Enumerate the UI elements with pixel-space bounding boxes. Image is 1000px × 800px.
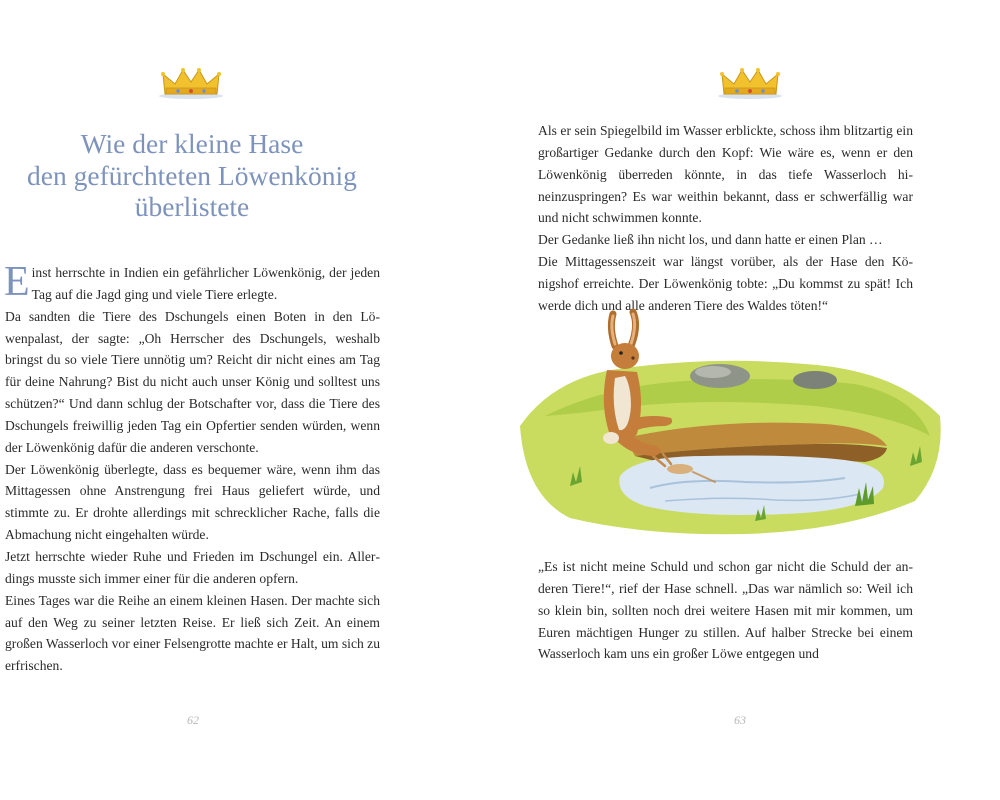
page-number: 63 [734,713,746,727]
crown-icon [717,66,783,100]
drop-cap: E [4,259,30,305]
paragraph: Jetzt herrschte wieder Ruhe und Frieden im Dschungel ein. Allerdings musste sich immer einer für die anderen opfern. [5,548,380,586]
paragraph: Der Gedanke ließ ihn nicht los, und dann hatte er einen Plan … [538,232,883,248]
left-body-text [4,259,381,677]
right-page [500,0,1000,800]
crown-icon [158,66,224,100]
paragraph: „Es ist nicht meine Schuld und schon gar nicht die Schuld der anderen Tiere!“, rief der Hase schnell. „Das war nämlich so: Weil ich so klein bin, sollten noch drei weitere Hasen mit mir kommen, um Euren mächtigen Hunger zu stillen. Auf halber Strecke bei einem Wasserloch kam uns ein großer Löwe entgegen und [538,559,913,662]
paragraph: Als er sein Spiegelbild im Wasser erblickte, schoss ihm blitzartig ein großartiger Gedanke durch den Kopf: Wie wäre es, wenn er den Löwenkönig überreden könnte, in das tiefe Wasserloch hineinzuspringen? Es war weithin bekannt, dass er schwerfällig war und nicht schwimmen konnte. [538,123,913,226]
chapter-title-line-2: den gefürchteten Löwenkönig [27,159,357,191]
chapter-title-line-1: Wie der kleine Hase [80,128,304,159]
page-number: 62 [187,713,199,727]
chapter-title-line-3: überlistete [134,191,250,222]
paragraph: Der Löwenkönig überlegte, dass es bequemer wäre, wenn ihm das Mittagessen ohne Anstrengung frei Haus geliefert würde, und stimmte zu. Er drohte allerdings mit schrecklicher Rache, falls die Abmachung nicht eingehalten würde. [5,461,380,543]
paragraph: Da sandten die Tiere des Dschungels einen Boten in den Löwenpalast, der sagte: „Oh Herrscher des Dschungels, weshalb bringst du so viele Tiere unnötig um? Reicht dir nicht eines am Tag für deine Nahrung? Bist du nicht auch unser König und solltest uns schützen?“ Und dann schlug der Botschafter vor, dass die Tiere des Dschungels freiwillig jeden Tag ein Opfertier senden würden, wenn der Löwenkönig dafür die anderen verschonte. [5,308,380,455]
paragraph-text: inst herrschte in Indien ein gefährlicher Löwenkönig, der jeden Tag auf die Jagd ging und viele Tiere erlegte. [31,265,380,302]
chapter-title [0,128,384,223]
right-body-text-bottom [538,556,913,665]
hare-at-waterhole-illustration [515,306,945,541]
paragraph [4,259,380,306]
paragraph: Die Mittagessenszeit war längst vorüber, als der Hase den Königshof erreichte. Der Löwenkönig tobte: „Du kommst zu spät! Ich werde dich und alle anderen Tiere des Waldes töten!“ [538,254,913,313]
paragraph: Eines Tages war die Reihe an einem kleinen Hasen. Der machte sich auf den Weg zu seiner letzten Reise. Er ließ sich Zeit. An einem großen Wasserloch vor einer Felsengrotte machte er Halt, um sich zu erfrischen. [5,592,381,674]
right-body-text-top [538,120,913,317]
